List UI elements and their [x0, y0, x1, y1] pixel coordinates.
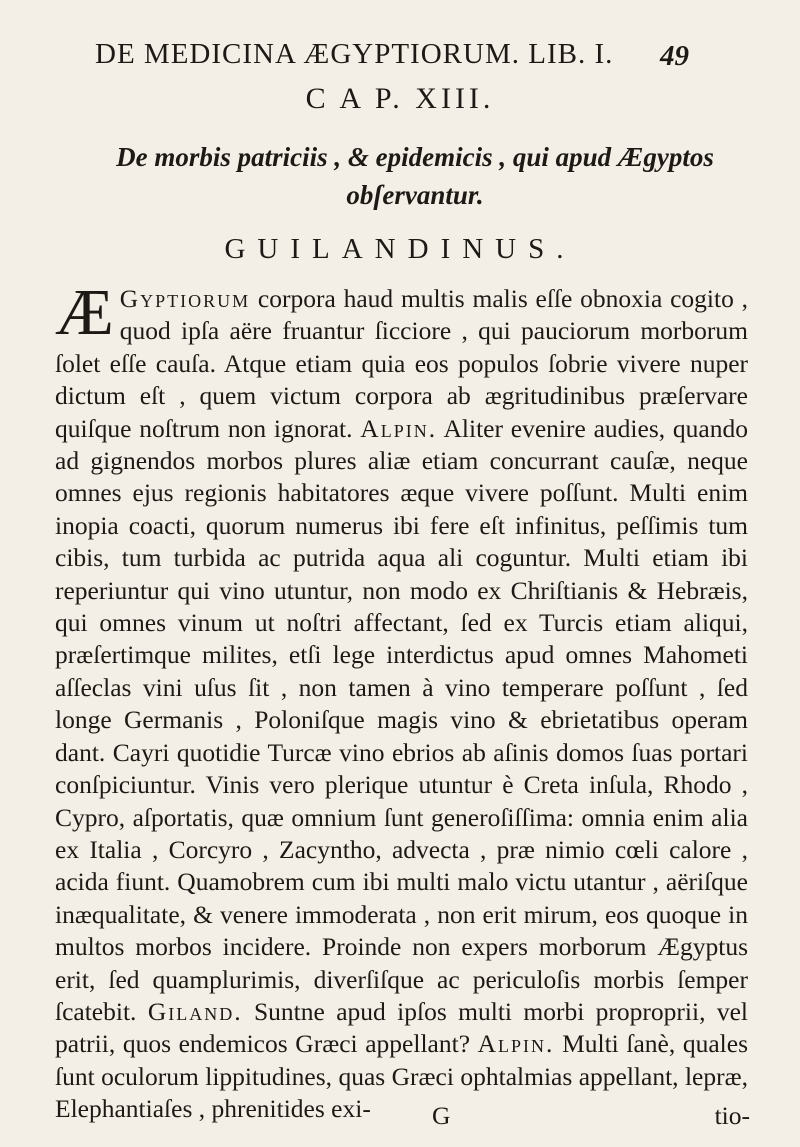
- chapter-subtitle: De morbis patriciis , & epidemicis , qui apud Ægyptos obſervantur.: [116, 142, 714, 210]
- speaker-heading: GUILANDINUS.: [224, 233, 576, 265]
- speaker-label-alpin: Alpin.: [360, 413, 438, 443]
- initial-letter: Æ: [55, 276, 114, 349]
- running-title: DE MEDICINA ÆGYPTIORUM. LIB. I.: [95, 38, 614, 70]
- signature-mark: G: [432, 1101, 451, 1130]
- catchword: tio-: [714, 1101, 750, 1130]
- lead-word: Gyptiorum: [119, 284, 251, 313]
- paragraph-4: Multi ſanè, quales ſunt oculorum lippitudines, quas Græci ophtalmias appellant, lepræ, Elephantiaſes , phrenitides exi-: [55, 1029, 748, 1124]
- page-number: 49: [660, 40, 689, 72]
- body-text: [55, 276, 748, 1126]
- paragraph-3: Suntne apud ipſos multi morbi proproprii, vel patrii, quos endemicos Græci appellant?: [55, 996, 748, 1059]
- speaker-label-giland: Giland.: [147, 996, 243, 1026]
- speaker-label-alpin-2: Alpin.: [477, 1029, 555, 1059]
- paragraph-2: Aliter evenire audies, quando ad gignendos morbos plures aliæ etiam concurrant cauſæ, neque omnes ejus regionis habitatores æque vivere poſſunt. Multi enim inopia coacti, quorum numerus ibi fere eſt infinitus, peſſimis tum cibis, tum turbida ac putrida aqua ali coguntur. Multi etiam ibi reperiuntur qui vino utuntur, non modo ex Chriſtianis & Hebræis, qui omnes vinum ut noſtri affectant, ſed ex Turcis etiam aliqui, præſertimque milites, etſi lege interdictus apud omnes Mahometi aſſeclas vini uſus ſit , non tamen à vino temperare poſſunt , ſed longe Germanis , Poloniſque magis vino & ebrietatibus operam dant. Cayri quotidie Turcæ vino ebrios ab aſinis domos ſuas portari conſpiciuntur. Vinis vero plerique utuntur è Creta inſula, Rhodo , Cypro, aſportatis, quæ omnium ſunt generoſiſſima: omnia enim alia ex Italia , Corcyro , Zacyntho, advecta , præ nimio cœli calore , acida fiunt. Quamobrem cum ibi multi malo victu utantur , aëriſque inæqualitate, & venere immoderata , non erit mirum, eos quoque in multos morbos incidere. Proinde non expers morborum Ægyptus erit, ſed quamplurimis, diverſiſque ac periculoſis morbis ſemper ſcatebit.: [55, 413, 748, 1026]
- chapter-heading: C A P. XIII.: [305, 82, 495, 115]
- paragraph-1: corpora haud multis malis eſſe obnoxia cogito , quod ipſa aëre fruantur ſicciore , qui pauciorum morborum ſolet eſſe cauſa. Atque etiam quia eos populos ſobrie vivere nuper dictum eſt , quem victum corpora ab ægritudinibus præſervare quiſque noſtrum non ignorat.: [55, 284, 748, 443]
